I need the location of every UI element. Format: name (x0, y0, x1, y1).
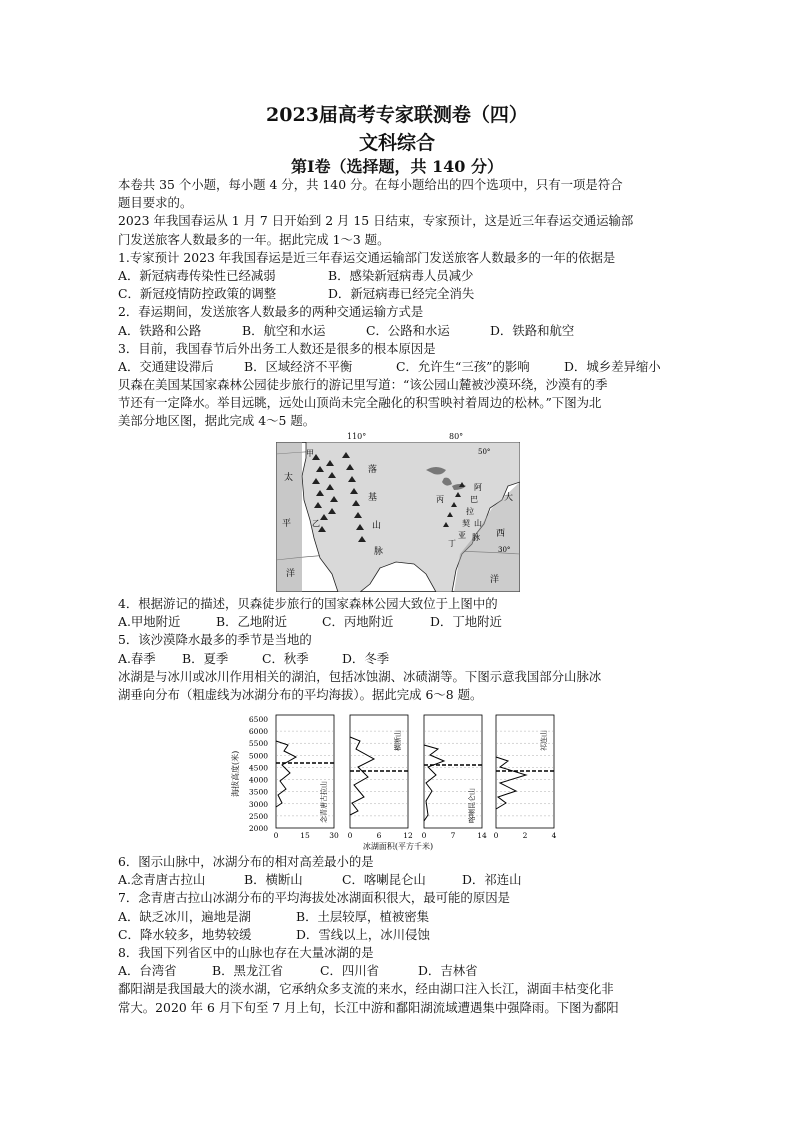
x-tick-label: 2 (522, 831, 528, 840)
place-label: 拉 (466, 507, 474, 516)
lon-label: 80° (449, 432, 464, 441)
option: D．丁地附近 (430, 614, 502, 630)
x-tick-label: 0 (421, 831, 427, 840)
question-stem: 1.专家预计 2023 年我国春运是近三年春运交通运输部门发送旅客人数最多的一年的依据是 (118, 249, 616, 265)
place-label: 阿 (474, 483, 482, 492)
lake-panel (274, 715, 339, 840)
option: D．城乡差异缩小 (564, 358, 661, 374)
lon-label: 110° (347, 432, 367, 441)
y-tick-label: 6000 (248, 727, 268, 737)
passage-line: 鄱阳湖是我国最大的淡水湖，它承纳众多支流的来水，经由湖口注入长江，湖面丰枯变化非 (118, 981, 614, 997)
x-tick-label: 0 (347, 831, 353, 840)
place-label: 契 (462, 519, 470, 528)
place-label: 山 (372, 521, 382, 531)
option: A．缺乏冰川，遍地是湖 (118, 908, 251, 924)
place-label: 洋 (490, 575, 500, 585)
option: B．感染新冠病毒人员减少 (328, 267, 474, 283)
y-axis-title: 海拔高度(米) (231, 750, 240, 797)
option: B．夏季 (182, 650, 229, 666)
option: C．四川省 (320, 963, 380, 979)
question-stem: 8．我国下列省区中的山脉也存在大量冰湖的是 (118, 944, 374, 960)
option: C．秋季 (262, 650, 309, 666)
passage-line: 湖垂向分布（粗虚线为冰湖分布的平均海拔）。据此完成 6～8 题。 (118, 686, 483, 702)
lake-area-curve (496, 757, 526, 809)
option-row (118, 926, 678, 944)
passage-line: 贝森在美国某国家森林公园徒步旅行的游记里写道：“该公园山麓被沙漠环绕，沙漠有的季 (118, 377, 608, 393)
place-label: 巴 (470, 495, 478, 504)
panel-name: 念青唐古拉山 (320, 781, 328, 823)
text-block-top (118, 176, 678, 431)
option: D．雪线以上，冰川侵蚀 (296, 926, 430, 942)
place-label: 脉 (374, 547, 384, 557)
option: A．铁路和公路 (118, 322, 202, 338)
north-america-map (276, 442, 520, 592)
option: A.甲地附近 (118, 614, 181, 630)
lake-area-curve (276, 741, 296, 807)
option-row (118, 908, 678, 926)
option: C．公路和水运 (366, 322, 450, 338)
x-tick-label: 4 (551, 831, 557, 840)
lat-label: 30° (498, 546, 511, 554)
option: B．黑龙江省 (212, 963, 284, 979)
panel-name: 横断山 (394, 730, 402, 751)
option: B．乙地附近 (216, 614, 288, 630)
option: B．土层较厚，植被密集 (296, 908, 430, 924)
x-axis-title: 冰湖面积(平方千米) (362, 842, 434, 851)
question-stem: 4．根据游记的描述，贝森徒步旅行的国家森林公园大致位于上图中的 (118, 596, 498, 611)
chart-panels (274, 715, 557, 840)
place-label: 落 (368, 465, 378, 475)
y-tick-label: 3500 (248, 787, 268, 797)
x-tick-label: 0 (493, 831, 499, 840)
x-tick-label: 14 (477, 831, 487, 840)
place-label: 亚 (458, 531, 466, 540)
y-tick-label: 3000 (248, 799, 268, 809)
option-row (118, 358, 678, 376)
option: D．冬季 (342, 650, 390, 666)
option-row (118, 962, 678, 980)
passage-line: 常大。2020 年 6 月下旬至 7 月上旬，长江中游和鄱阳湖流域遭遇集中强降雨。下图为鄱阳 (118, 999, 619, 1015)
lake-panel (422, 715, 487, 840)
option: C．降水较多，地势较缓 (118, 926, 252, 942)
option: C．新冠疫情防控政策的调整 (118, 286, 277, 302)
glacial-lake-chart (228, 711, 568, 851)
option: C．喀喇昆仑山 (342, 872, 426, 888)
place-label: 丁 (448, 539, 456, 548)
place-label: 脉 (472, 533, 480, 542)
lat-label: 50° (478, 448, 491, 456)
y-tick-label: 4000 (248, 775, 268, 785)
place-label: 乙 (312, 519, 320, 528)
option: B．航空和水运 (242, 322, 326, 338)
place-label: 大 (504, 493, 514, 503)
option-row (118, 267, 678, 285)
y-tick-label: 4500 (248, 763, 268, 773)
lake-panel (348, 715, 413, 840)
option: D．吉林省 (418, 963, 478, 979)
x-tick-label: 0 (273, 831, 279, 840)
x-tick-label: 6 (376, 831, 382, 840)
passage-line: 门发送旅客人数最多的一年。据此完成 1～3 题。 (118, 231, 390, 247)
question-stem: 5．该沙漠降水最多的季节是当地的 (118, 632, 312, 648)
x-tick-label: 12 (403, 831, 413, 840)
option-row (118, 613, 678, 631)
option: B．区域经济不平衡 (244, 358, 353, 374)
option: A．新冠病毒传染性已经减弱 (118, 267, 276, 283)
option: A.念青唐古拉山 (118, 872, 206, 888)
exam-title: 2023届高考专家联测卷（四） (266, 104, 528, 126)
question-stem: 7．念青唐古拉山冰湖分布的平均海拔处冰湖面积很大，最可能的原因是 (118, 890, 510, 906)
text-block-middle (118, 595, 678, 704)
option: C．丙地附近 (322, 614, 394, 630)
panel-name: 喀喇昆仑山 (468, 788, 476, 823)
place-label: 平 (282, 519, 292, 529)
place-label: 洋 (286, 569, 296, 579)
passage-line: 2023 年我国春运从 1 月 7 日开始到 2 月 15 日结束，专家预计，这是近三年春运交通运输部 (118, 213, 634, 229)
x-tick-label: 30 (329, 831, 339, 840)
option: D．祁连山 (462, 872, 522, 888)
place-label: 基 (368, 493, 378, 503)
y-tick-label: 6500 (248, 715, 268, 724)
question-stem: 3．目前，我国春节后外出务工人数还是很多的根本原因是 (118, 340, 436, 356)
lake-area-curve (424, 745, 444, 821)
y-tick-label: 2000 (248, 824, 268, 833)
passage-line: 美部分地区图，据此完成 4～5 题。 (118, 413, 316, 429)
passage-line: 节还有一定降水。举目远眺，远处山顶尚未完全融化的积雪映衬着周边的松林。”下图为北 (118, 395, 602, 411)
option: A.春季 (118, 650, 156, 666)
question-stem: 6．图示山脉中，冰湖分布的相对高差最小的是 (118, 854, 374, 869)
place-label: 太 (284, 473, 294, 483)
option: C．允许生“三孩”的影响 (396, 358, 530, 374)
option: A．台湾省 (118, 963, 177, 979)
option-row (118, 871, 678, 889)
text-block-bottom (118, 853, 678, 1017)
intro-line: 题目要求的。 (118, 195, 193, 211)
panel-name: 祁连山 (540, 730, 548, 751)
subject-title: 文科综合 (358, 132, 435, 154)
lake-panel (494, 715, 557, 840)
y-tick-label: 5000 (248, 751, 268, 761)
option: D．新冠病毒已经完全消失 (328, 286, 475, 302)
option: A．交通建设滞后 (118, 358, 214, 374)
option: B．横断山 (244, 872, 303, 888)
place-label: 甲 (306, 449, 314, 458)
option-row (118, 322, 678, 340)
x-tick-label: 15 (300, 831, 310, 840)
question-stem: 2．春运期间，发送旅客人数最多的两种交通运输方式是 (118, 304, 424, 320)
passage-line: 冰湖是与冰川或冰川作用相关的湖泊，包括冰蚀湖、冰碛湖等。下图示意我国部分山脉冰 (118, 668, 602, 684)
place-label: 山 (474, 519, 482, 528)
place-label: 丙 (436, 495, 444, 504)
intro-line: 本卷共 35 个小题，每小题 4 分，共 140 分。在每小题给出的四个选项中，只有一项是符合 (118, 177, 623, 192)
place-label: 西 (496, 529, 506, 539)
x-tick-label: 7 (450, 831, 456, 840)
lake-area-curve (350, 737, 374, 815)
y-axis-ticks (249, 715, 268, 833)
option: D．铁路和航空 (490, 322, 575, 338)
y-tick-label: 5500 (248, 739, 268, 749)
y-tick-label: 2500 (248, 811, 268, 821)
option-row (118, 285, 678, 303)
option-row (118, 650, 678, 668)
section-title: 第Ⅰ卷（选择题，共 140 分） (290, 157, 504, 176)
